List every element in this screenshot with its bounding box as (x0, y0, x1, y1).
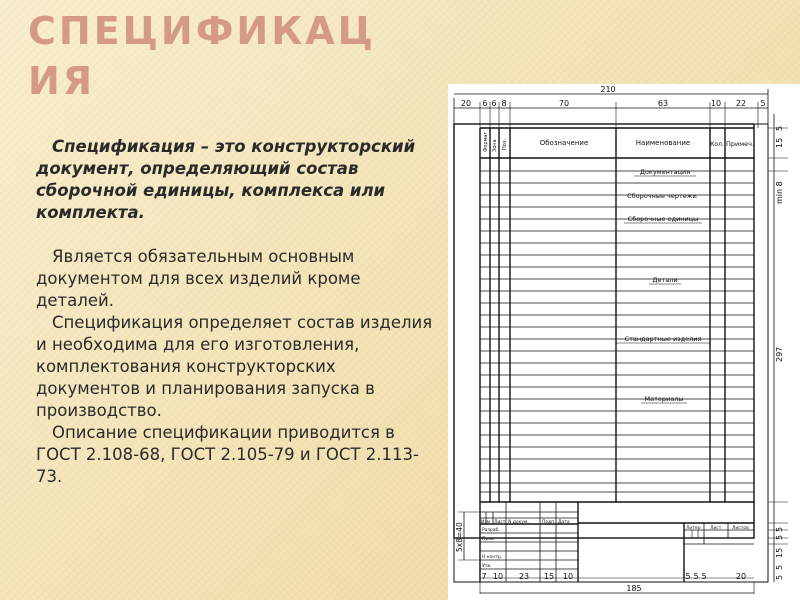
dim-right-9: 5 (775, 574, 784, 580)
section-details: Детали (652, 276, 678, 284)
section-documentation: Документация (639, 168, 691, 176)
dim-col-2: 6 (482, 99, 488, 108)
dim-right-7: 15 (775, 547, 784, 558)
dim-col-6: 63 (657, 99, 669, 108)
definition-paragraph: Спецификация – это конструкторский документ, определяющий состав сборочной единицы, комплекса или комплекта. (36, 137, 416, 222)
stamp-head-sheet: Лист (494, 520, 506, 525)
dim-right-3: min 8 (775, 181, 784, 204)
dim-left-stamp: 5x8=40 (455, 522, 464, 552)
stamp-head-sign: Подп. (542, 520, 556, 525)
dim-bottom-1: 7 (481, 572, 487, 581)
dim-col-4: 8 (501, 99, 507, 108)
header-pos: Поз. (502, 138, 508, 150)
header-note: Примеч. (725, 140, 755, 148)
dim-col-5: 70 (558, 99, 570, 108)
dim-total-width: 210 (600, 85, 616, 94)
dim-bottom-4: 15 (543, 572, 555, 581)
body-paragraph-2: Спецификация определяет состав изделия и необходима для его изготовления, комплектования конструкторских документов и планирования запуска в производство. (36, 313, 433, 420)
dim-bottom-9: 20 (735, 572, 747, 581)
dim-col-8: 22 (735, 99, 747, 108)
dim-col-7: 10 (710, 99, 722, 108)
dim-bottom-5: 10 (562, 572, 574, 581)
section-assembly-drawings: Сборочные чертежи (627, 192, 697, 200)
stamp-head-date: Дата (558, 520, 570, 525)
header-zone: Зона (492, 139, 498, 152)
stamp-row-norm-control: Н.контр. (482, 555, 503, 560)
dim-col-3: 6 (491, 99, 497, 108)
slide-body (36, 136, 436, 488)
dim-right-2: 15 (775, 137, 784, 148)
section-materials: Материалы (644, 395, 684, 403)
header-format: Формат (483, 131, 489, 152)
dim-bottom-2: 10 (492, 572, 504, 581)
stamp-head-docnum: N докум. (508, 520, 529, 525)
body-paragraph-3: Описание спецификации приводится в ГОСТ 2.108-68, ГОСТ 2.105-79 и ГОСТ 2.113-73. (36, 423, 419, 486)
dim-stamp-width: 185 (626, 584, 642, 593)
stamp-row-checked: Пров. (482, 537, 496, 542)
dim-col-1: 20 (460, 99, 472, 108)
header-name: Наименование (635, 139, 691, 147)
stamp-row-developer: Разраб. (482, 528, 500, 533)
dim-right-8: 5 (775, 564, 784, 570)
stamp-litera: Литер (686, 526, 701, 531)
slide-title: СПЕЦИФИКАЦ ИЯ (28, 9, 376, 103)
header-qty: Кол. (710, 141, 724, 148)
stamp-row-approved: Утв. (482, 564, 492, 569)
dim-right-5: 5 (775, 526, 784, 532)
specification-form-drawing (448, 84, 800, 600)
dim-col-9: 5 (760, 99, 766, 108)
section-assembly-units: Сборочные единицы (627, 215, 699, 223)
dim-right-6: 5 (775, 534, 784, 540)
body-paragraph-1: Является обязательным основным документом для всех изделий кроме деталей. (36, 247, 361, 310)
header-designation: Обозначение (539, 139, 589, 147)
stamp-sheets: Листов (732, 526, 749, 531)
dim-bottom-7: 5 (693, 572, 699, 581)
dim-bottom-8: 5 (701, 572, 707, 581)
stamp-head-change: Изм (481, 520, 491, 525)
dim-right-4: 297 (775, 346, 784, 362)
dim-right-1: 5 (775, 125, 784, 131)
dim-bottom-6: 5 (685, 572, 691, 581)
dim-bottom-3: 23 (518, 572, 530, 581)
stamp-sheet: Лист (710, 526, 722, 531)
section-standard-items: Стандартные изделия (624, 335, 702, 343)
